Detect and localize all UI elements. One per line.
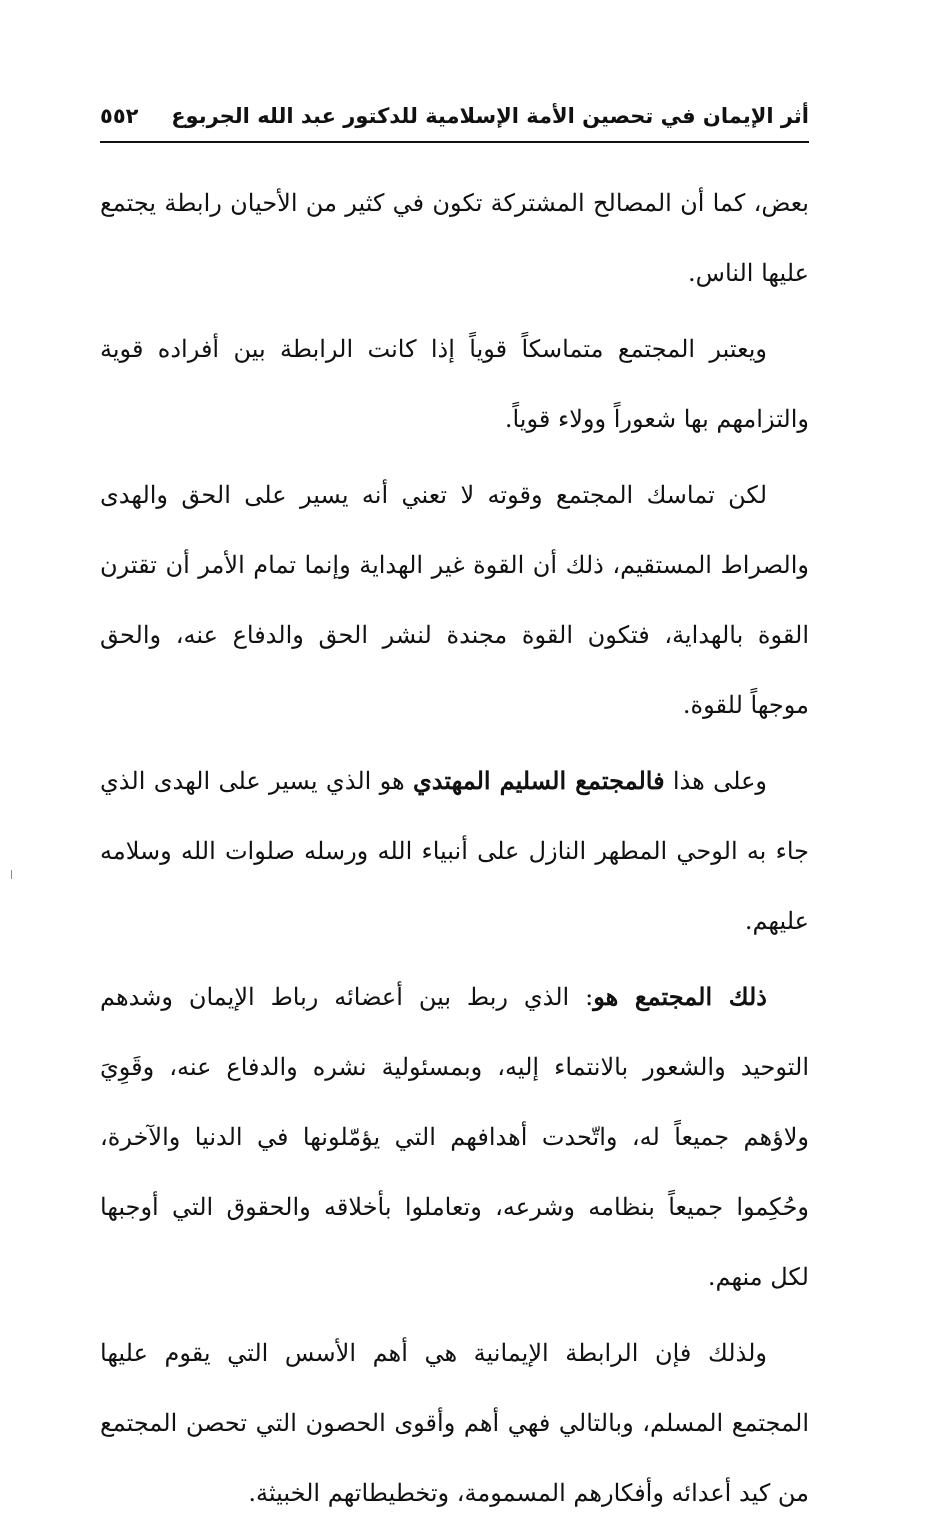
paragraph bbox=[100, 460, 809, 740]
running-header bbox=[100, 96, 809, 136]
text-run: هو الذي يسير على الهدى الذي جاء به الوحي المطهر النازل على أنبياء الله ورسله صلوات الله وسلامه عليهم. bbox=[100, 767, 809, 935]
page-number: ٥٥٢ bbox=[100, 104, 139, 128]
paragraph bbox=[100, 168, 809, 308]
paragraph bbox=[100, 314, 809, 454]
paragraph bbox=[100, 746, 809, 956]
bold-term: ذلك المجتمع هو bbox=[593, 982, 767, 1011]
header-rule bbox=[100, 141, 809, 143]
text-run: : الذي ربط بين أعضائه رباط الإيمان وشدهم التوحيد والشعور بالانتماء إليه، وبمسئولية نشره والدفاع عنه، وقَوِيَ ولاؤهم جميعاً له، واتّحدت أهدافهم التي يؤمّلونها في الدنيا والآخرة، وحُكِموا جميعاً بنظامه وشرعه، وتعاملوا بأخلاقه والحقوق التي أوجبها لكل منهم. bbox=[100, 983, 809, 1291]
text-run: ويعتبر المجتمع متماسكاً قوياً إذا كانت الرابطة بين أفراده قوية والتزامهم بها شعوراً وولاء قوياً. bbox=[100, 335, 809, 433]
bold-term: فالمجتمع السليم المهتدي bbox=[413, 766, 665, 795]
paragraph bbox=[100, 962, 809, 1312]
scan-margin-mark bbox=[11, 870, 12, 879]
text-run: وعلى هذا bbox=[664, 767, 767, 795]
text-run: بعض، كما أن المصالح المشتركة تكون في كثير من الأحيان رابطة يجتمع عليها الناس. bbox=[100, 189, 809, 287]
text-run: لكن تماسك المجتمع وقوته لا تعني أنه يسير على الحق والهدى والصراط المستقيم، ذلك أن القوة غير الهداية وإنما تمام الأمر أن تقترن القوة بالهداية، فتكون القوة مجندة لنشر الحق والدفاع عنه، والحق موجهاً للقوة. bbox=[100, 481, 809, 719]
paragraph bbox=[100, 1318, 809, 1528]
text-run: ولذلك فإن الرابطة الإيمانية هي أهم الأسس التي يقوم عليها المجتمع المسلم، وبالتالي فهي أهم وأقوى الحصون التي تحصن المجتمع من كيد أعدائه وأفكارهم المسمومة، وتخطيطاتهم الخبيثة. bbox=[100, 1339, 809, 1507]
header-title: أثر الإيمان في تحصين الأمة الإسلامية للدكتور عبد الله الجربوع bbox=[171, 104, 809, 128]
body-text bbox=[100, 168, 809, 1534]
